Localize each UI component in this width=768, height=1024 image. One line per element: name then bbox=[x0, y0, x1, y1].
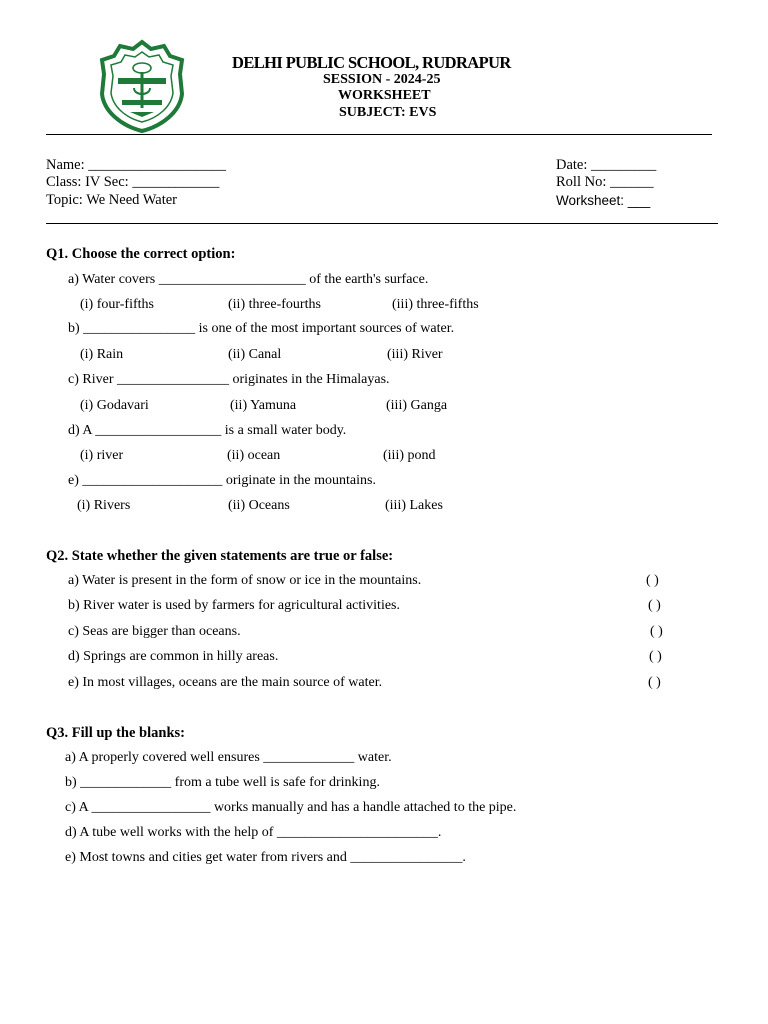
q1-item: a) Water covers _____________________ of the earth's surface. bbox=[68, 272, 429, 287]
q1-option: (i) Rain bbox=[80, 347, 124, 362]
date-field: Date: _________ bbox=[556, 157, 657, 173]
q1-option: (iii) River bbox=[387, 347, 443, 362]
q1-option: (ii) Oceans bbox=[228, 498, 290, 513]
q1-option: (iii) pond bbox=[383, 448, 436, 463]
name-field: Name: ___________________ bbox=[46, 157, 227, 173]
roll-field: Roll No: ______ bbox=[556, 174, 654, 190]
q2-statement: a) Water is present in the form of snow or ice in the mountains. bbox=[68, 573, 422, 588]
subject: SUBJECT: EVS bbox=[339, 105, 437, 120]
q1-title: Q1. Choose the correct option: bbox=[46, 246, 236, 262]
doc-type: WORKSHEET bbox=[338, 88, 431, 103]
school-logo bbox=[96, 38, 188, 134]
q2-answer-box[interactable]: ( ) bbox=[646, 573, 659, 588]
school-name: DELHI PUBLIC SCHOOL, RUDRAPUR bbox=[232, 53, 511, 72]
topic: Topic: We Need Water bbox=[46, 192, 177, 208]
q1-option: (i) Rivers bbox=[77, 498, 131, 513]
q1-option: (iii) three-fifths bbox=[392, 297, 479, 312]
q1-option: (i) four-fifths bbox=[80, 297, 154, 312]
q2-answer-box[interactable]: ( ) bbox=[648, 598, 661, 613]
class-sec-field: Class: IV Sec: ____________ bbox=[46, 174, 220, 190]
q3-item: c) A _________________ works manually and has a handle attached to the pipe. bbox=[65, 800, 517, 815]
q2-statement: c) Seas are bigger than oceans. bbox=[68, 624, 241, 639]
q1-option: (ii) Canal bbox=[228, 347, 282, 362]
q2-answer-box[interactable]: ( ) bbox=[650, 624, 663, 639]
q3-item: e) Most towns and cities get water from rivers and ________________. bbox=[65, 850, 466, 865]
q2-answer-box[interactable]: ( ) bbox=[649, 649, 662, 664]
q2-statement: b) River water is used by farmers for agricultural activities. bbox=[68, 598, 400, 613]
q1-option: (ii) three-fourths bbox=[228, 297, 321, 312]
q1-item: b) ________________ is one of the most important sources of water. bbox=[68, 321, 455, 336]
info-divider bbox=[46, 223, 718, 224]
q1-item: d) A __________________ is a small water body. bbox=[68, 423, 347, 438]
q1-option: (ii) Yamuna bbox=[230, 398, 297, 413]
q3-title: Q3. Fill up the blanks: bbox=[46, 725, 185, 741]
q2-statement: e) In most villages, oceans are the main source of water. bbox=[68, 675, 383, 690]
q1-option: (iii) Lakes bbox=[385, 498, 443, 513]
worksheet-field: Worksheet: ___ bbox=[556, 193, 651, 208]
q3-item: a) A properly covered well ensures _____________ water. bbox=[65, 750, 392, 765]
q1-option: (i) river bbox=[80, 448, 124, 463]
session: SESSION - 2024-25 bbox=[323, 72, 441, 87]
q2-title: Q2. State whether the given statements are true or false: bbox=[46, 548, 394, 564]
q2-statement: d) Springs are common in hilly areas. bbox=[68, 649, 279, 664]
q1-option: (i) Godavari bbox=[80, 398, 149, 413]
q3-item: b) _____________ from a tube well is safe for drinking. bbox=[65, 775, 380, 790]
q3-item: d) A tube well works with the help of _______________________. bbox=[65, 825, 442, 840]
header-divider bbox=[46, 134, 712, 135]
q2-answer-box[interactable]: ( ) bbox=[648, 675, 661, 690]
q1-item: c) River ________________ originates in the Himalayas. bbox=[68, 372, 390, 387]
q1-item: e) ____________________ originate in the mountains. bbox=[68, 473, 376, 488]
q1-option: (ii) ocean bbox=[227, 448, 281, 463]
q1-option: (iii) Ganga bbox=[386, 398, 448, 413]
